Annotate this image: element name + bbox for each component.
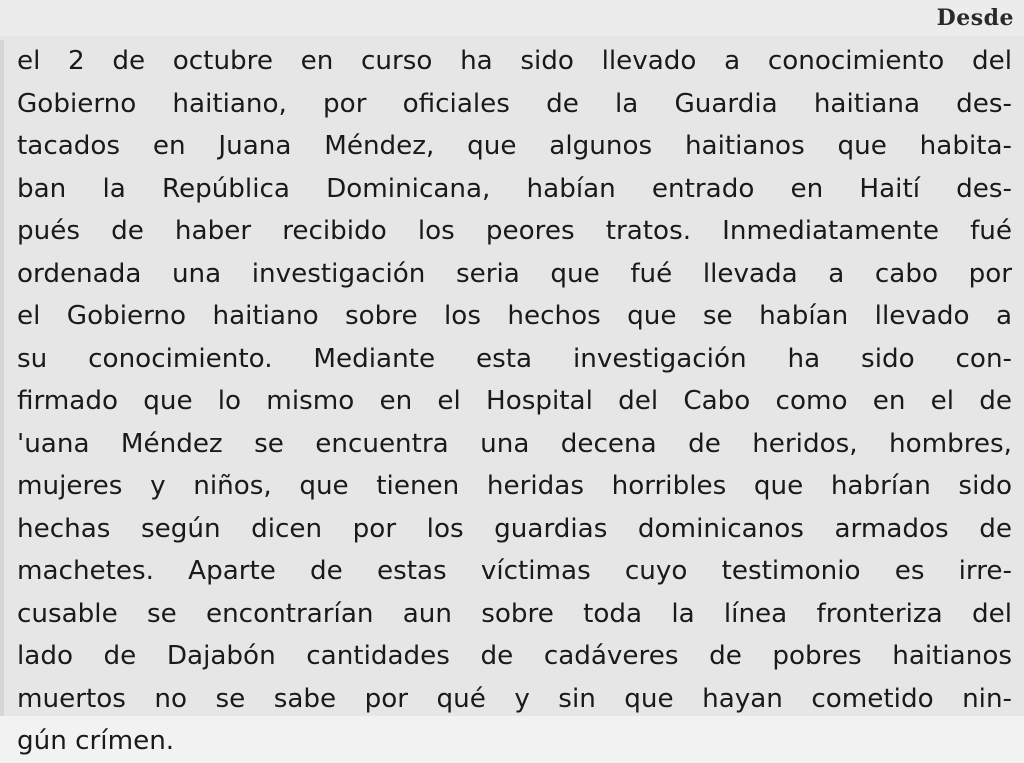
text-line: tacados en Juana Méndez, que algunos haitianos que habita- xyxy=(17,131,1012,161)
text-line: muertos no se sabe por qué y sin que hayan cometido nin- xyxy=(17,683,1012,714)
text-line: machetes. Aparte de estas víctimas cuyo testimonio es irre- xyxy=(17,556,1012,586)
text-line-last: gún crímen. xyxy=(17,726,175,756)
text-line: el 2 de octubre en curso ha sido llevado a conocimiento del xyxy=(17,46,1012,76)
text-line: lado de Dajabón cantidades de cadáveres de pobres haitianos xyxy=(17,641,1012,671)
header-word: Desde xyxy=(936,5,1014,31)
text-line: ordenada una investigación seria que fué llevada a cabo por xyxy=(17,258,1012,289)
text-line: ban la República Dominicana, habían entrado en Haití des- xyxy=(17,173,1012,204)
text-line: hechas según dicen por los guardias dominicanos armados de xyxy=(17,513,1012,544)
clipping-edge xyxy=(0,40,4,716)
text-line: pués de haber recibido los peores tratos. Inmediatamente fué xyxy=(17,216,1012,246)
text-line: su conocimiento. Mediante esta investigación ha sido con- xyxy=(17,343,1012,374)
text-line: 'uana Méndez se encuentra una decena de heridos, hombres, xyxy=(17,428,1012,459)
text-line: cusable se encontrarían aun sobre toda la línea fronteriza del xyxy=(17,598,1012,629)
article-text xyxy=(17,40,1012,763)
text-line: Gobierno haitiano, por oficiales de la Guardia haitiana des- xyxy=(17,88,1012,119)
text-line: el Gobierno haitiano sobre los hechos que se habían llevado a xyxy=(17,301,1012,331)
text-line: mujeres y niños, que tienen heridas horribles que habrían sido xyxy=(17,471,1012,501)
text-line: firmado que lo mismo en el Hospital del Cabo como en el de xyxy=(17,386,1012,416)
